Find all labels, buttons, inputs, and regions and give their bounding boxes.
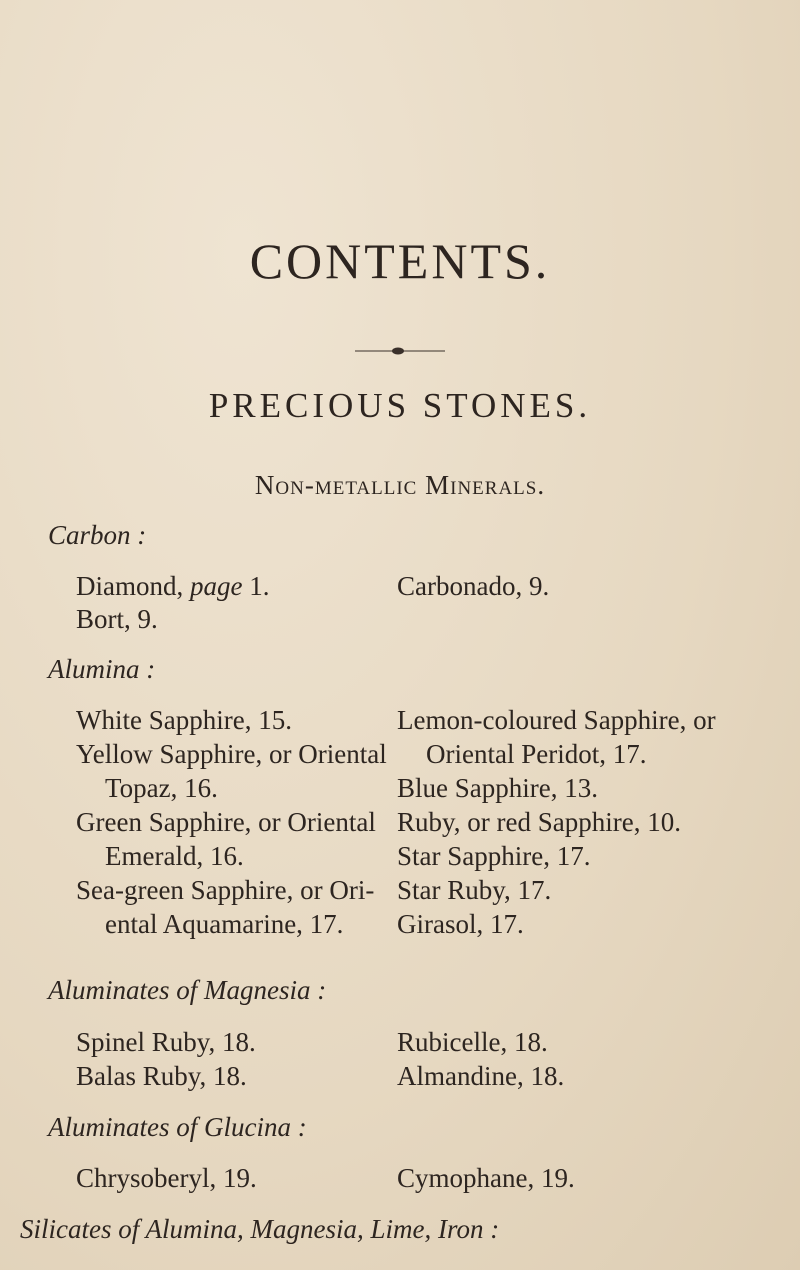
page-title: CONTENTS. — [249, 233, 551, 289]
entry-lemon-sapphire-line1: Lemon-coloured Sapphire, or — [397, 705, 716, 735]
entry-white-sapphire: White Sapphire, 15. — [76, 705, 292, 735]
entry-sea-green-sapphire-line1: Sea-green Sapphire, or Ori- — [76, 875, 375, 905]
entry-spinel-ruby: Spinel Ruby, 18. — [76, 1027, 256, 1057]
section-heading: PRECIOUS STONES. — [208, 386, 592, 425]
entry-girasol: Girasol, 17. — [397, 909, 524, 939]
entry-star-ruby: Star Ruby, 17. — [397, 875, 552, 905]
entry-lemon-sapphire-line2: Oriental Peridot, 17. — [426, 739, 647, 769]
entry-chrysoberyl: Chrysoberyl, 19. — [76, 1163, 257, 1193]
entry-rubicelle: Rubicelle, 18. — [397, 1027, 548, 1057]
category-carbon: Carbon : — [48, 520, 147, 550]
entry-yellow-sapphire-line1: Yellow Sapphire, or Oriental — [76, 739, 387, 769]
ornament-divider-icon — [355, 345, 445, 357]
entry-diamond-number: 1. — [242, 571, 270, 601]
category-aluminates-magnesia: Aluminates of Magnesia : — [48, 975, 327, 1005]
entry-sea-green-sapphire-line2: ental Aquamarine, 17. — [105, 909, 344, 939]
entry-yellow-sapphire-line2: Topaz, 16. — [105, 773, 218, 803]
entry-diamond-page-word: page — [190, 571, 243, 601]
entry-cymophane: Cymophane, 19. — [397, 1163, 575, 1193]
category-aluminates-glucina: Aluminates of Glucina : — [48, 1112, 307, 1142]
subsection-heading: Non-metallic Minerals. — [254, 470, 546, 500]
entry-ruby: Ruby, or red Sapphire, 10. — [397, 807, 681, 837]
entry-diamond-name: Diamond, — [76, 571, 190, 601]
entry-green-sapphire-line1: Green Sapphire, or Oriental — [76, 807, 376, 837]
entry-bort: Bort, 9. — [76, 604, 158, 634]
entry-green-sapphire-line2: Emerald, 16. — [105, 841, 244, 871]
entry-carbonado: Carbonado, 9. — [397, 571, 550, 601]
category-alumina: Alumina : — [48, 654, 156, 684]
entry-diamond — [76, 573, 269, 600]
entry-balas-ruby: Balas Ruby, 18. — [76, 1061, 247, 1091]
category-silicates: Silicates of Alumina, Magnesia, Lime, Iron : — [20, 1214, 500, 1244]
entry-almandine-18: Almandine, 18. — [397, 1061, 565, 1091]
entry-blue-sapphire: Blue Sapphire, 13. — [397, 773, 598, 803]
entry-star-sapphire: Star Sapphire, 17. — [397, 841, 591, 871]
